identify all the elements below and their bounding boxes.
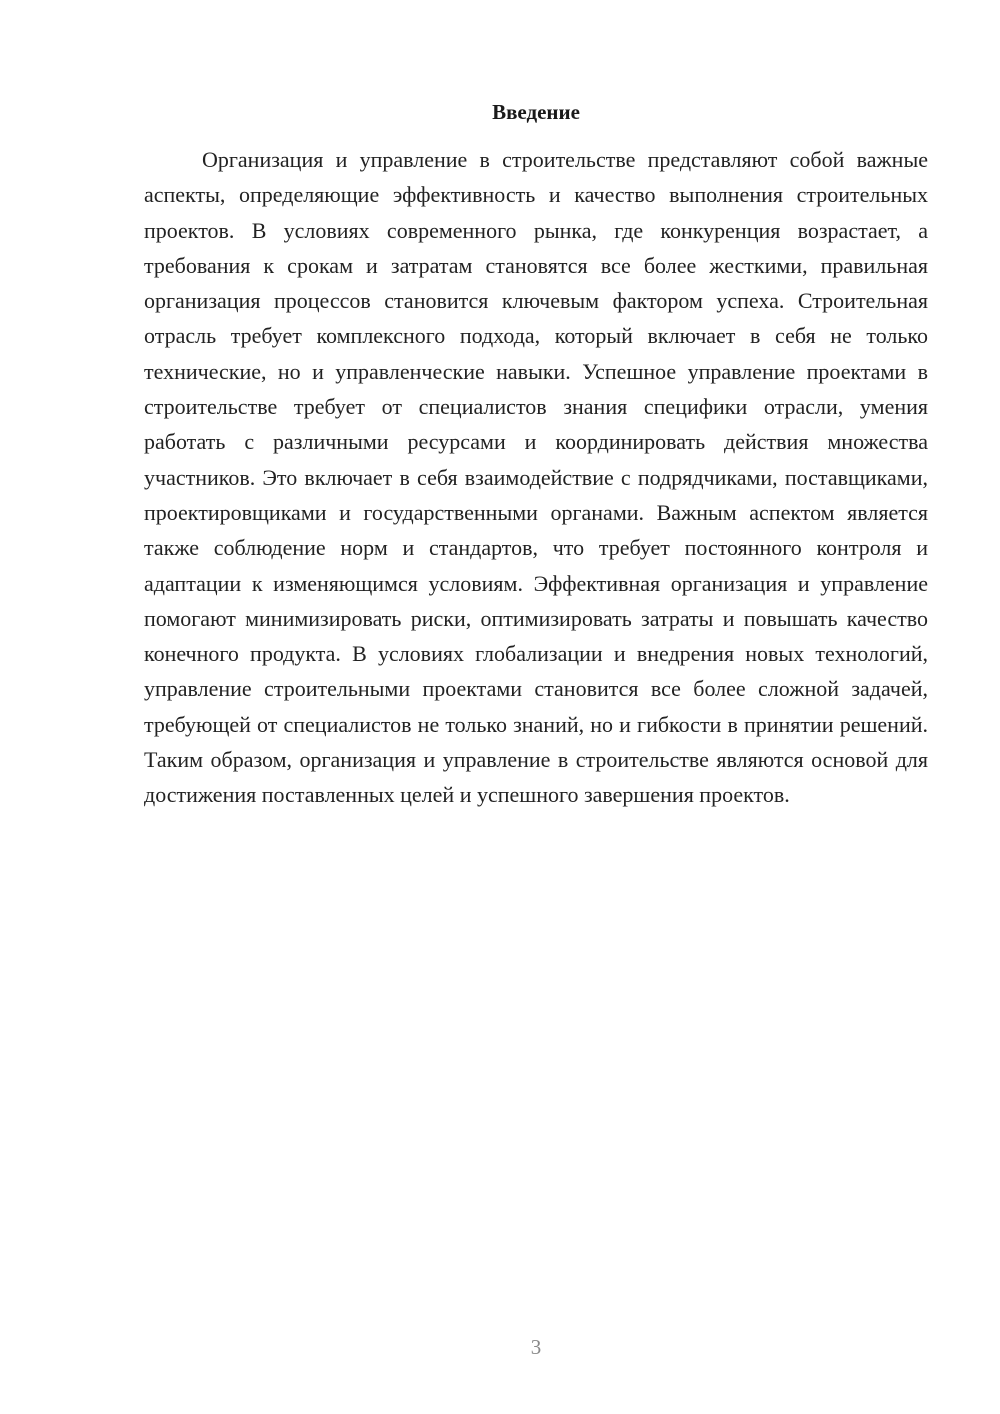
body-paragraph: Организация и управление в строительстве представляют собой важные аспекты, определяющие эффективность и качество выполнения строительных проектов. В условиях современного рынка, где конкуренция возрастает, а требования к срокам и затратам становятся все более жесткими, правильная организация процессов становится ключевым фактором успеха. Строительная отрасль требует комплексного подхода, который включает в себя не только технические, но и управленческие навыки. Успешное управление проектами в строительстве требует от специалистов знания специфики отрасли, умения работать с различными ресурсами и координировать действия множества участников. Это включает в себя взаимодействие с подрядчиками, поставщиками, проектировщиками и государственными органами. Важным аспектом является также соблюдение норм и стандартов, что требует постоянного контроля и адаптации к изменяющимся условиям. Эффективная организация и управление помогают минимизировать риски, оптимизировать затраты и повышать качество конечного продукта. В условиях глобализации и внедрения новых технологий, управление строительными проектами становится все более сложной задачей, требующей от специалистов не только знаний, но и гибкости в принятии решений. Таким образом, организация и управление в строительстве являются основой для достижения поставленных целей и успешного завершения проектов. [144,147,928,808]
page-number: 3 [530,1335,542,1359]
section-heading: Введение [492,100,580,124]
